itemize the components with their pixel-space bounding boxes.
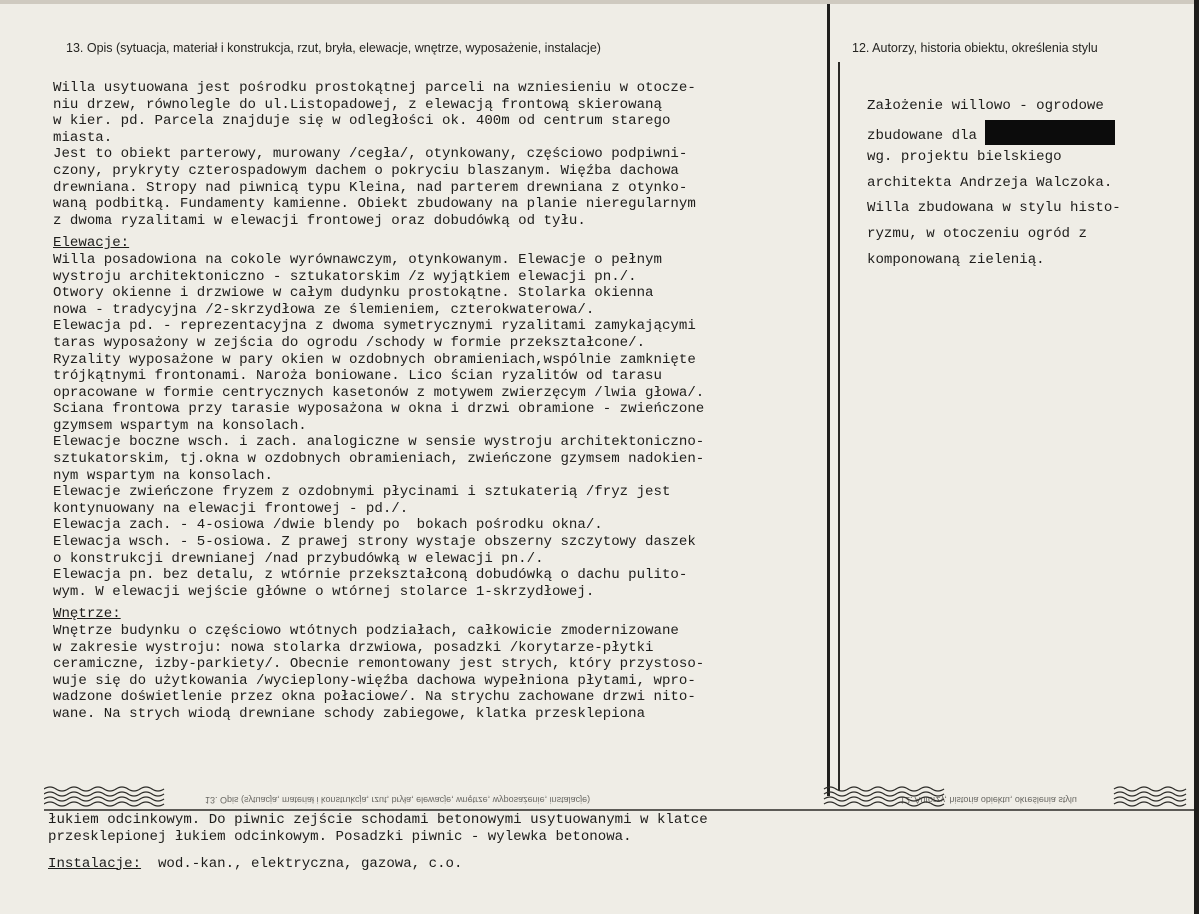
- text-line: z dwoma ryzalitami w elewacji frontowej oraz dobudówką od tyłu.: [53, 212, 586, 229]
- text-line: Ryzality wyposażone w pary okien w ozdobnych obramieniach,wspólnie zamknięte: [53, 351, 696, 368]
- text-line: czony, prykryty czterospadowym dachem o pokryciu blaszanym. Więźba dachowa: [53, 162, 679, 179]
- instalacje-line: [48, 856, 868, 873]
- text-line: komponowaną zielenią.: [867, 251, 1045, 268]
- text-line: gzymsem wspartym na konsolach.: [53, 417, 307, 434]
- text-line: Elewacja pd. - reprezentacyjna z dwoma symetrycznymi ryzalitami zamykającymi: [53, 318, 696, 335]
- redaction-box: [985, 120, 1115, 145]
- text-line: drewniana. Stropy nad piwnicą typu Kleina, nad parterem drewniana z otynko-: [53, 179, 688, 196]
- text-line: nowa - tradycyjna /2-skrzydłowa ze ślemieniem, czterokwaterowa/.: [53, 301, 595, 318]
- text-line: o konstrukcji drewnianej /nad przybudówką w elewacji pn./.: [53, 550, 544, 567]
- text-line: wuje się do użytkowania /wycieplony-więźba dachowa wypełniona płytami, wpro-: [53, 672, 696, 689]
- mirrored-header-right: 12. Autorzy, historia obiektu, określenia stylu: [900, 795, 1077, 805]
- elewacje-heading-text: Elewacje:: [53, 235, 130, 252]
- authors-text: [867, 94, 1177, 273]
- text-line: nym wspartym na konsolach.: [53, 467, 273, 484]
- text-line: architekta Andrzeja Walczoka.: [867, 174, 1113, 191]
- text-line: Jest to obiekt parterowy, murowany /cegła/, otynkowany, częściowo podpiwni-: [53, 146, 688, 163]
- text-line: ceramiczne, izby-parkiety/. Obecnie remontowany jest strych, który przystoso-: [53, 656, 705, 673]
- text-line: trójkątnymi frontonami. Naroża boniowane. Lico ścian ryzalitów od tarasu: [53, 368, 662, 385]
- text-line: Sciana frontowa przy tarasie wyposażona w okna i drzwi obramione - zwieńczone: [53, 401, 705, 418]
- text-line: Elewacje zwieńczone fryzem z ozdobnymi płycinami i sztukaterią /fryz jest: [53, 484, 671, 501]
- section-13-header: 13. Opis (sytuacja, materiał i konstrukcja, rzut, bryła, elewacje, wnętrze, wyposażenie, instalacje): [66, 41, 601, 55]
- text-line: Założenie willowo - ogrodowe: [867, 98, 1104, 114]
- text-line: waną podbitką. Fundamenty kamienne. Obiekt zbudowany na planie nieregularnym: [53, 196, 696, 213]
- text-line: Elewacja pn. bez detalu, z wtórnie przekształconą dobudówką o dachu pulito-: [53, 567, 688, 584]
- text-line: w zakresie wystroju: nowa stolarka drzwiowa, posadzki /korytarze-płytki: [53, 639, 654, 656]
- column-divider-inner: [838, 62, 840, 790]
- text-line: wg. projektu bielskiego: [867, 149, 1062, 166]
- text-line: sztukatorskim, tj.okna w ozdobnych obramieniach, zwieńczone gzymsem nadokien-: [53, 451, 705, 468]
- text-line: opracowane w formie centrycznych kasetonów z motywem zwierzęcym /lwia głowa/.: [53, 384, 705, 401]
- continuation-text: [48, 812, 868, 872]
- text-line: przesklepionej łukiem odcinkowym. Posadzki piwnic - wylewka betonowa.: [48, 828, 632, 845]
- text-line: wane. Na strych wiodą drewniane schody zabiegowe, klatka przesklepiona: [53, 705, 646, 722]
- text-line: Willa zbudowana w stylu histo-: [867, 200, 1121, 217]
- text-line: wadzone doświetlenie przez okna połaciowe/. Na strychu zachowane drzwi nito-: [53, 689, 696, 706]
- top-edge: [0, 0, 1199, 4]
- text-line: niu drzew, równolegle do ul.Listopadowej, z elewacją frontową skierowaną: [53, 96, 662, 113]
- text-line: taras wyposażony w zejścia do ogrodu /schody w formie przekształcone/.: [53, 334, 646, 351]
- text-line: ryzmu, w otoczeniu ogród z: [867, 225, 1087, 242]
- right-edge: [1194, 0, 1199, 914]
- text-line: w kier. pd. Parcela znajduje się w odległości ok. 400m od centrum starego: [53, 113, 671, 130]
- text-line: Willa usytuowana jest pośrodku prostokątnej parceli na wzniesieniu w otocze-: [53, 80, 696, 96]
- elewacje-heading: [53, 235, 838, 252]
- text-line: wym. W elewacji wejście główne o wtórnej stolarce 1-skrzydłowej.: [53, 583, 595, 600]
- text-line: Otwory okienne i drzwiowe w całym dudynku prostokątne. Stolarka okienna: [53, 285, 654, 302]
- text-line: [867, 120, 1177, 146]
- instalacje-value: wod.-kan., elektryczna, gazowa, c.o.: [157, 855, 463, 872]
- text-line-content: zbudowane dla: [867, 127, 977, 144]
- description-text: [53, 80, 838, 723]
- section-12-header: 12. Autorzy, historia obiektu, określenia stylu: [852, 41, 1098, 55]
- text-line: wystroju architektoniczno - sztukatorskim /z wyjątkiem elewacji pn./.: [53, 268, 637, 285]
- text-line: Elewacje boczne wsch. i zach. analogiczne w sensie wystroju architektoniczno-: [53, 434, 705, 451]
- mirrored-header-left: 13. Opis (sytuacja, materiał i konstrukcja, rzut, bryła, elewacje, wnętrze, wyposażenie, instalacje): [205, 795, 591, 805]
- instalacje-label: Instalacje:: [48, 855, 142, 872]
- wnetrze-heading-text: Wnętrze:: [53, 606, 121, 623]
- text-line: Wnętrze budynku o częściowo wtótnych podziałach, całkowicie zmodernizowane: [53, 623, 679, 639]
- text-line: Willa posadowiona na cokole wyrównawczym, otynkowanym. Elewacje o pełnym: [53, 251, 662, 268]
- text-line: miasta.: [53, 129, 113, 146]
- text-line: łukiem odcinkowym. Do piwnic zejście schodami betonowymi usytuowanymi w klatce: [48, 812, 708, 828]
- text-line: Elewacja zach. - 4-osiowa /dwie blendy po bokach pośrodku okna/.: [53, 517, 603, 534]
- wnetrze-heading: [53, 606, 838, 623]
- text-line: Elewacja wsch. - 5-osiowa. Z prawej strony wystaje obszerny szczytowy daszek: [53, 534, 696, 551]
- text-line: kontynuowany na elewacji frontowej - pd./.: [53, 500, 409, 517]
